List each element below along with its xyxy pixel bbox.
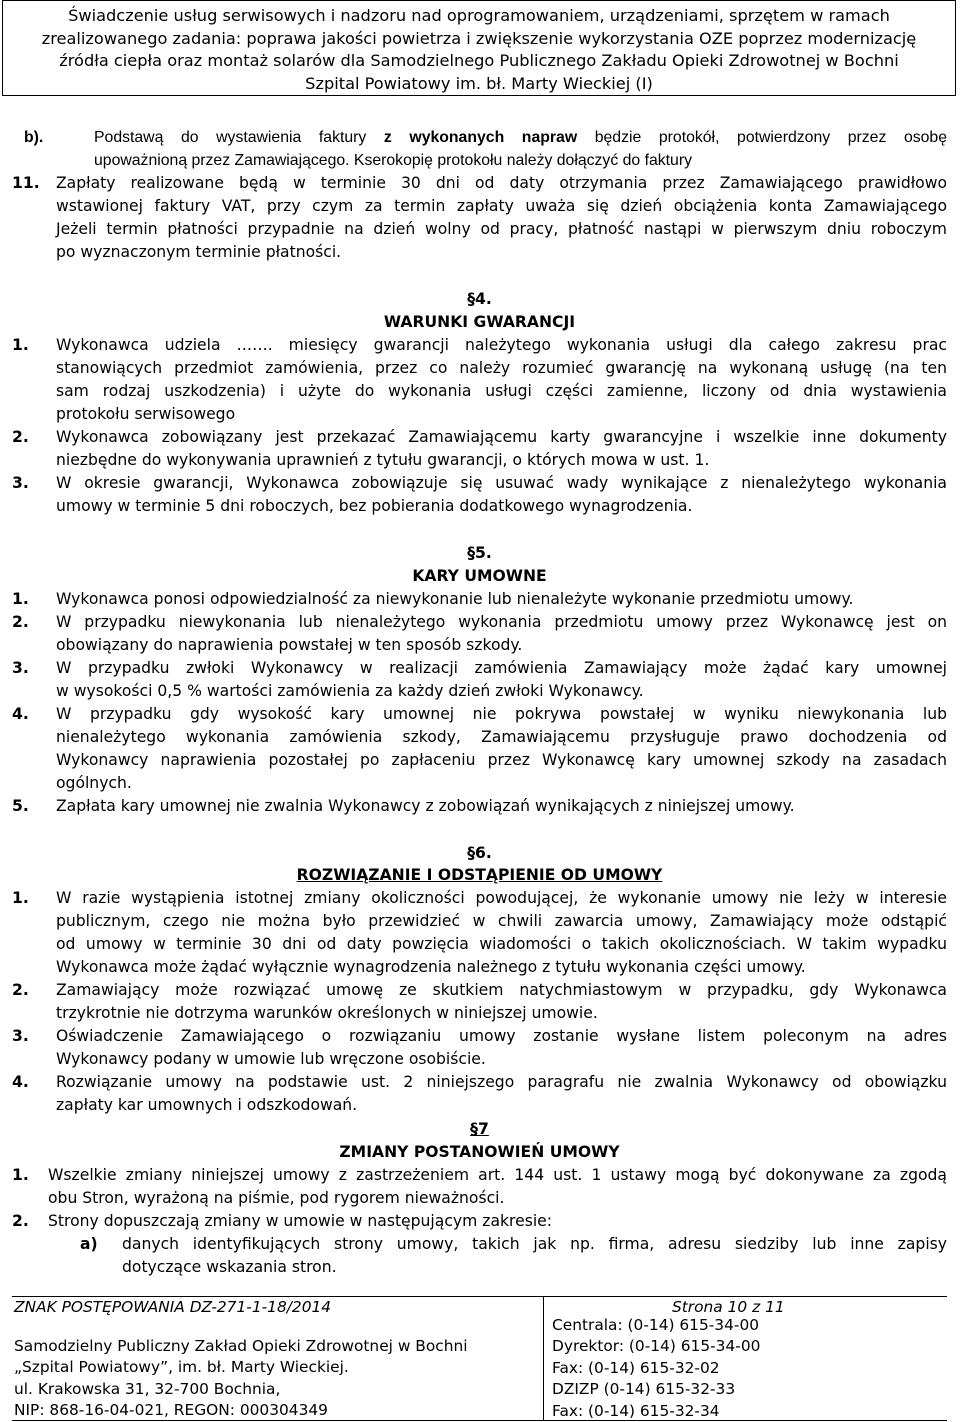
item-number: 2. — [12, 428, 29, 446]
item-number: 1. — [12, 889, 29, 907]
item-line: trzykrotnie nie dotrzyma warunków określonych w niniejszej umowie. — [56, 1004, 598, 1022]
item-line: Wykonawca może żądać wyłącznie wynagrodzenia należnego z tytułu wykonania części umowy. — [56, 958, 806, 976]
procedure-number: ZNAK POSTĘPOWANIA DZ-271-1-18/2014 — [14, 1298, 332, 1316]
item-line: Zamawiający może rozwiązać umowę ze skutkiem natychmiastowym w przypadku, gdy Wykonawca — [56, 981, 947, 999]
footer-address-line: NIP: 868-16-04-021, REGON: 000304349 — [14, 1401, 328, 1420]
item-line: upoważnioną przez Zamawiającego. Kserokopię protokołu należy dołączyć do faktury — [94, 152, 692, 169]
item-line: obu Stron, wyrażoną na piśmie, pod rygorem nieważności. — [48, 1189, 505, 1207]
item-line: stanowiących przedmiot zamówienia, przez co należy rozumieć gwarancję na wykonaną usługę (na ten — [56, 359, 947, 377]
section-5-number: §5. — [467, 544, 492, 562]
footer-contact-line: Fax: (0-14) 615-32-34 — [552, 1401, 720, 1420]
item-line: W przypadku gdy wysokość kary umownej nie pokrywa powstałej w wyniku niewykonania lub — [56, 705, 947, 723]
footer-contact-line: Centrala: (0-14) 615-34-00 — [552, 1316, 760, 1334]
header-line: zrealizowanego zadania: poprawa jakości powietrza i zwiększenie wykorzystania OZE poprzez modernizację — [41, 28, 917, 48]
item-number: b). — [24, 129, 44, 146]
section-6-heading: ROZWIĄZANIE I ODSTĄPIENIE OD UMOWY — [296, 866, 663, 884]
footer-contact-line: DZIZP (0-14) 615-32-33 — [552, 1380, 736, 1399]
page-number: Strona 10 z 11 — [672, 1298, 785, 1316]
item-line: umowy w terminie 5 dni roboczych, bez pobierania dodatkowego wynagrodzenia. — [56, 497, 693, 515]
item-line: Zapłaty realizowane będą w terminie 30 dni od daty otrzymania przez Zamawiającego prawidłowo — [56, 174, 947, 192]
footer-address-line: „Szpital Powiatowy”, im. bł. Marty Wieckiej. — [14, 1358, 349, 1377]
item-line: Wszelkie zmiany niniejszej umowy z zastrzeżeniem art. 144 ust. 1 ustawy mogą być dokonywane za zgodą — [48, 1166, 947, 1184]
header-line: Szpital Powiatowy im. bł. Marty Wieckiej (I) — [305, 73, 653, 93]
item-number: 3. — [12, 474, 29, 492]
item-number: 2. — [12, 981, 29, 999]
section-4-number: §4. — [467, 290, 492, 308]
item-line: Podstawą do wystawienia faktury z wykonanych napraw będzie protokół, potwierdzony przez osobę — [94, 129, 947, 146]
item-line: Jeżeli termin płatności przypadnie na dzień wolny od pracy, płatność nastąpi w pierwszym dniu roboczym — [56, 220, 947, 238]
item-number: 4. — [12, 1073, 29, 1091]
item-line: Wykonawca zobowiązany jest przekazać Zamawiającemu karty gwarancyjne i wszelkie inne dokumenty — [56, 428, 947, 446]
item-line: wstawionej faktury VAT, przy czym za termin zapłaty uważa się dzień obciążenia konta Zamawiającego — [56, 197, 947, 215]
section-7-number: §7 — [470, 1120, 489, 1138]
header-line: Świadczenie usług serwisowych i nadzoru nad oprogramowaniem, urządzeniami, sprzętem w ramach — [68, 6, 890, 25]
footer-bottom-border — [12, 1420, 947, 1421]
footer-address-line: Samodzielny Publiczny Zakład Opieki Zdrowotnej w Bochni — [14, 1337, 468, 1355]
item-number: 1. — [12, 590, 29, 608]
item-number: 2. — [12, 1212, 29, 1230]
item-number: 4. — [12, 705, 29, 723]
item-line: od umowy w terminie 30 dni od daty powzięcia wiadomości o takich okolicznościach. W takim wypadku — [56, 935, 947, 953]
footer-address-line: ul. Krakowska 31, 32-700 Bochnia, — [14, 1379, 281, 1398]
item-line: zapłaty kar umownych i odszkodowań. — [56, 1096, 358, 1114]
footer-contacts — [552, 1315, 760, 1422]
item-line: W razie wystąpienia istotnej zmiany okoliczności powodującej, że wykonanie umowy nie leży w interesie — [56, 889, 947, 907]
section-6-number: §6. — [467, 844, 492, 862]
item-line: W przypadku niewykonania lub nienależytego wykonania przedmiotu umowy przez Wykonawcę jest on — [56, 613, 947, 631]
item-line: Wykonawca ponosi odpowiedzialność za niewykonanie lub nienależyte wykonanie przedmiotu umowy. — [56, 590, 854, 608]
item-line: Wykonawcy podany w umowie lub wręczone osobiście. — [56, 1050, 486, 1068]
item-line: publicznym, czego nie można było przewidzieć w chwili zawarcia umowy, Zamawiający może odstąpić — [56, 912, 947, 930]
footer-contact-line: Dyrektor: (0-14) 615-34-00 — [552, 1337, 761, 1356]
item-line: po wyznaczonym terminie płatności. — [56, 243, 342, 261]
item-line: Rozwiązanie umowy na podstawie ust. 2 niniejszego paragrafu nie zwalnia Wykonawcy od obowiązku — [56, 1073, 947, 1091]
item-line: Wykonawcy naprawienia pozostałej po zapłaceniu przez Wykonawcę kary umownej szkody na zasadach — [56, 751, 947, 769]
item-line: nienależytego wykonania zamówienia szkody, Zamawiającemu przysługuje prawo dochodzenia od — [56, 728, 947, 746]
item-number: 11. — [12, 174, 40, 192]
item-number: 1. — [12, 1166, 29, 1184]
item-line: danych identyfikujących strony umowy, takich jak np. firma, adresu siedziby lub inne zapisy — [122, 1235, 947, 1253]
item-number: 3. — [12, 659, 29, 677]
item-line: Oświadczenie Zamawiającego o rozwiązaniu umowy zostanie wysłane listem poleconym na adres — [56, 1027, 947, 1045]
item-line: w wysokości 0,5 % wartości zamówienia za każdy dzień zwłoki Wykonawcy. — [56, 682, 644, 700]
footer-contact-line: Fax: (0-14) 615-32-02 — [552, 1358, 720, 1377]
item-number: 5. — [12, 797, 29, 815]
item-number: a) — [80, 1235, 98, 1253]
item-line: W przypadku zwłoki Wykonawcy w realizacji zamówienia Zamawiający może żądać kary umownej — [56, 659, 947, 677]
item-line: dotyczące wskazania stron. — [122, 1258, 337, 1276]
footer-column-divider — [543, 1297, 544, 1421]
section-5-heading: KARY UMOWNE — [412, 567, 547, 585]
item-line: Zapłata kary umownej nie zwalnia Wykonawcy z zobowiązań wynikających z niniejszej umowy. — [56, 797, 795, 815]
item-line: Wykonawca udziela ……. miesięcy gwarancji należytego wykonania usługi dla całego zakresu prac — [56, 336, 947, 354]
footer-reference — [14, 1297, 331, 1318]
footer-address — [14, 1336, 468, 1422]
item-line: sam rodzaj uszkodzenia) i użyte do wykonania usługi części zamienne, liczony od dnia wystawienia — [56, 382, 947, 400]
item-number: 1. — [12, 336, 29, 354]
item-line: niezbędne do wykonywania uprawnień z tytułu gwarancji, o których mowa w ust. 1. — [56, 451, 710, 469]
section-4-heading: WARUNKI GWARANCJI — [383, 313, 576, 331]
page-header — [2, 0, 956, 96]
header-line: źródła ciepła oraz montaż solarów dla Samodzielnego Publicznego Zakładu Opieki Zdrowotnej w Bochni — [59, 51, 899, 70]
item-number: 3. — [12, 1027, 29, 1045]
item-number: 2. — [12, 613, 29, 631]
item-line: ogólnych. — [56, 774, 132, 792]
item-line: W okresie gwarancji, Wykonawca zobowiązuje się usuwać wady wynikające z nienależytego wykonania — [56, 474, 947, 492]
item-line: protokołu serwisowego — [56, 405, 236, 423]
section-7-heading: ZMIANY POSTANOWIEŃ UMOWY — [339, 1143, 620, 1161]
item-line: obowiązany do naprawienia powstałej w ten sposób szkody. — [56, 636, 523, 654]
item-line: Strony dopuszczają zmiany w umowie w następującym zakresie: — [48, 1212, 553, 1230]
